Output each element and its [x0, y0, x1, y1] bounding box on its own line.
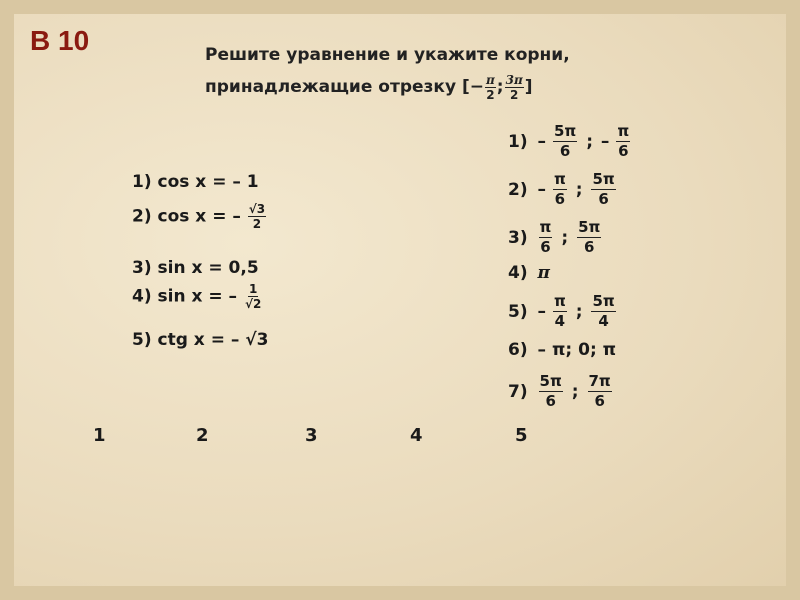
answer-fraction: [553, 170, 567, 209]
task-line-2-text: принадлежащие отрезку: [205, 77, 457, 97]
answer-fraction: [539, 372, 563, 411]
fraction-numerator: 5π: [539, 372, 562, 390]
answer-separator: ;: [571, 381, 579, 402]
fraction-denominator: 6: [545, 392, 556, 410]
answer-3: [508, 218, 602, 257]
answer-label: 7): [508, 381, 528, 402]
fraction-denominator: 6: [618, 142, 629, 160]
equation-text: 5) ctg x = – √3: [132, 330, 269, 350]
fraction-numerator: 5π: [578, 218, 601, 236]
interval-start-fraction: [485, 73, 496, 102]
fraction-denominator: 2: [252, 217, 262, 231]
fraction-numerator: 5π: [553, 122, 577, 140]
equation-text: 4) sin x = –: [132, 286, 238, 307]
answer-key-1: 1: [93, 425, 106, 446]
answer-separator: ;: [575, 301, 583, 322]
answer-fraction: [553, 292, 567, 331]
fraction-numerator: π: [617, 122, 630, 140]
answer-key-3: 3: [305, 425, 318, 446]
equation-5: [132, 330, 268, 350]
fraction-numerator: π: [553, 170, 566, 188]
interval-minus: −: [469, 77, 484, 97]
equation-fraction: [248, 202, 266, 231]
fraction-numerator: 7π: [588, 372, 611, 390]
equation-text: 1) cos x = – 1: [132, 172, 259, 192]
answer-sign: –: [537, 301, 547, 322]
answer-label: 3): [508, 227, 528, 248]
fraction-numerator: π: [553, 292, 566, 310]
answer-sign: –: [600, 131, 610, 152]
task-line-1: Решите уравнение и укажите корни,: [205, 45, 570, 65]
task-statement: [205, 40, 585, 104]
fraction-numerator: π: [539, 218, 552, 236]
answer-2: [508, 170, 617, 209]
answer-key-4: 4: [410, 425, 423, 446]
answer-separator: ;: [561, 227, 569, 248]
answer-fraction: [553, 122, 577, 161]
fraction-denominator: 6: [598, 190, 609, 208]
answer-label: 5): [508, 301, 528, 322]
answer-4: [508, 263, 550, 283]
fraction-denominator: 6: [594, 392, 605, 410]
answer-sign: –: [537, 131, 547, 152]
answer-fraction: [591, 170, 615, 209]
answer-key-5: 5: [515, 425, 528, 446]
equation-2: [132, 202, 267, 231]
answer-label: 4): [508, 263, 528, 283]
interval: [461, 72, 533, 102]
fraction-numerator: 3π: [505, 72, 523, 87]
answer-key-2: 2: [196, 425, 209, 446]
answer-separator: ;: [575, 179, 583, 200]
equation-4: [132, 282, 263, 311]
fraction-denominator: 4: [554, 312, 566, 330]
answer-text: – π; 0; π: [537, 340, 617, 360]
interval-close-bracket: ]: [524, 77, 533, 97]
answer-separator: ;: [586, 131, 593, 152]
fraction-denominator: 2: [509, 87, 519, 102]
equation-fraction: [244, 282, 262, 311]
fraction-numerator: 5π: [592, 292, 615, 310]
equation-text: 2) cos x = –: [132, 206, 241, 227]
equation-3: [132, 258, 259, 278]
answer-5: [508, 292, 617, 331]
fraction-numerator: 1: [248, 282, 258, 296]
answer-fraction: [577, 218, 601, 257]
answer-1: [508, 122, 631, 161]
fraction-denominator: 6: [584, 238, 595, 256]
answer-fraction: [588, 372, 612, 411]
fraction-denominator: 6: [559, 142, 571, 160]
slide-label: В 10: [30, 25, 90, 56]
answer-label: 2): [508, 179, 528, 200]
fraction-numerator: √3: [248, 202, 266, 216]
equation-1: [132, 172, 259, 192]
task-line-2: [205, 70, 585, 104]
interval-open-bracket: [: [461, 77, 470, 97]
answer-fraction: [591, 292, 615, 331]
equation-text: 3) sin x = 0,5: [132, 258, 259, 278]
fraction-denominator: 6: [540, 238, 551, 256]
answer-label: 6): [508, 340, 528, 360]
fraction-denominator: 2: [486, 87, 495, 102]
answer-fraction: [616, 122, 630, 161]
answer-6: [508, 340, 616, 360]
answer-fraction: [539, 218, 553, 257]
answer-7: [508, 372, 613, 411]
answer-text: π: [537, 263, 550, 283]
fraction-numerator: 5π: [592, 170, 615, 188]
answer-sign: –: [537, 179, 547, 200]
interval-separator: ;: [496, 77, 504, 97]
interval-end-fraction: [505, 73, 524, 102]
answer-label: 1): [508, 131, 528, 152]
fraction-denominator: √2: [244, 297, 262, 311]
fraction-numerator: π: [485, 72, 495, 87]
fraction-denominator: 6: [554, 190, 566, 208]
fraction-denominator: 4: [598, 312, 609, 330]
